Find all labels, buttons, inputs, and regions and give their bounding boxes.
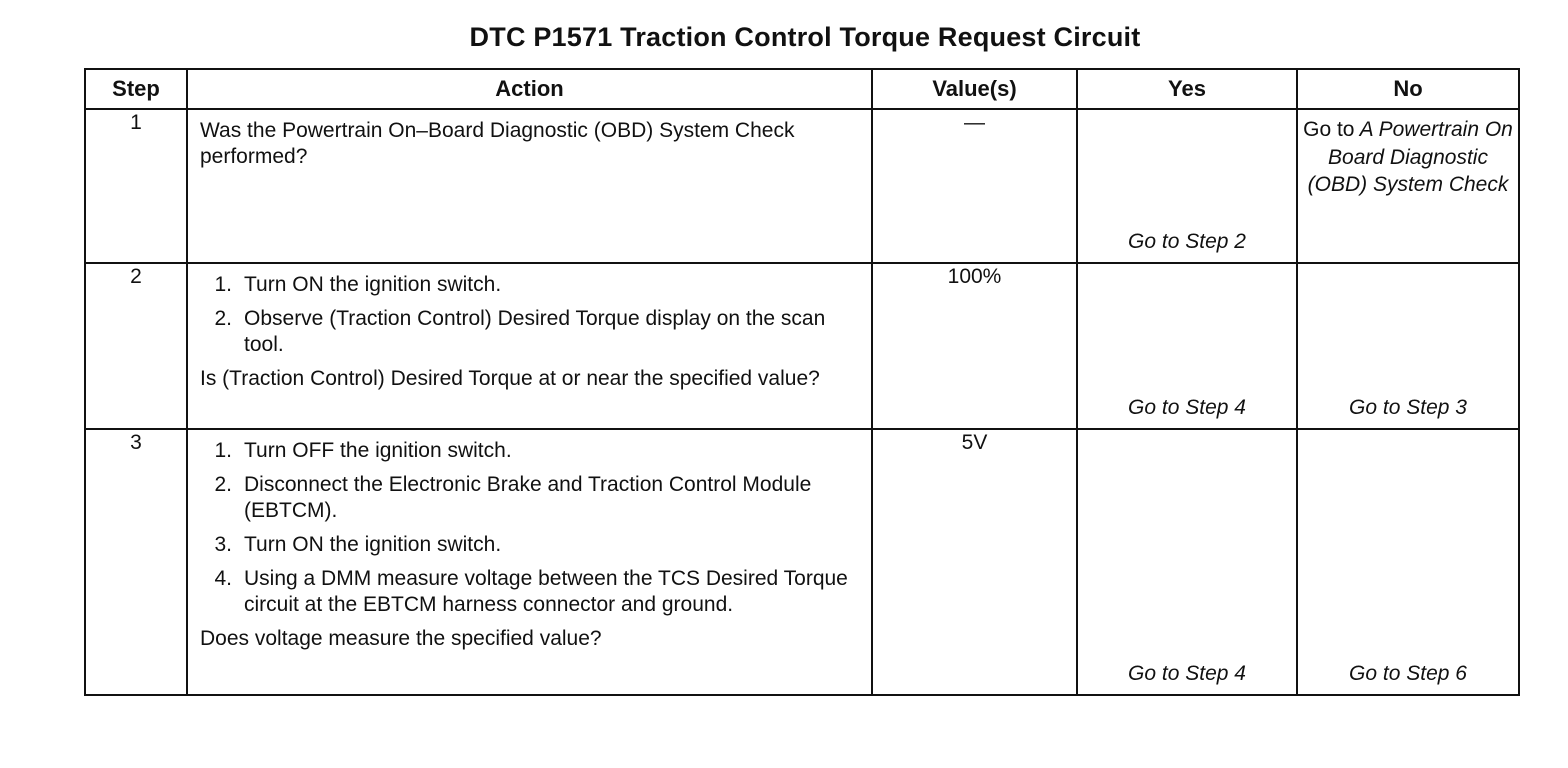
yes-cell: [1077, 263, 1297, 429]
action-item: [200, 438, 861, 464]
action-item: [200, 566, 861, 618]
item-number: 4.: [214, 567, 232, 590]
action-cell: [187, 429, 872, 695]
value-cell: 100%: [872, 263, 1077, 429]
yes-cell: [1077, 429, 1297, 695]
yes-cell: [1077, 109, 1297, 263]
item-number: 2.: [214, 473, 232, 496]
header-no: No: [1297, 69, 1519, 109]
item-text: Turn OFF the ignition switch.: [244, 439, 512, 462]
header-values: Value(s): [872, 69, 1077, 109]
item-number: 3.: [214, 533, 232, 556]
action-cell: [187, 109, 872, 263]
table-row: [85, 263, 1519, 429]
action-item: [200, 272, 861, 298]
value-cell: —: [872, 109, 1077, 263]
item-text: Using a DMM measure voltage between the TCS Desired Torque circuit at the EBTCM harness connector and ground.: [244, 567, 848, 616]
step-number: 1: [85, 109, 187, 263]
header-action: Action: [187, 69, 872, 109]
item-text: Turn ON the ignition switch.: [244, 533, 502, 556]
table-row: [85, 429, 1519, 695]
item-text: Observe (Traction Control) Desired Torque display on the scan tool.: [244, 307, 826, 356]
no-cell: [1297, 109, 1519, 263]
step-number: 2: [85, 263, 187, 429]
item-text: Turn ON the ignition switch.: [244, 273, 502, 296]
action-question: Is (Traction Control) Desired Torque at or near the specified value?: [200, 367, 820, 390]
action-question: Does voltage measure the specified value?: [200, 627, 602, 650]
no-goto-reference: A Powertrain On Board Diagnostic (OBD) System Check: [1307, 118, 1513, 196]
no-goto: Go to Step 3: [1349, 396, 1467, 419]
header-step: Step: [85, 69, 187, 109]
step-number: 3: [85, 429, 187, 695]
action-cell: [187, 263, 872, 429]
no-cell: [1297, 429, 1519, 695]
yes-goto: Go to Step 2: [1128, 230, 1246, 253]
item-number: 1.: [214, 273, 232, 296]
no-cell: [1297, 263, 1519, 429]
no-goto: Go to Step 6: [1349, 662, 1467, 685]
item-number: 2.: [214, 307, 232, 330]
header-row: [85, 69, 1519, 109]
value-cell: 5V: [872, 429, 1077, 695]
yes-goto: Go to Step 4: [1128, 662, 1246, 685]
action-text: Was the Powertrain On–Board Diagnostic (OBD) System Check performed?: [200, 119, 795, 168]
header-yes: Yes: [1077, 69, 1297, 109]
item-number: 1.: [214, 439, 232, 462]
no-goto-prefix: Go to: [1303, 118, 1355, 141]
yes-goto: Go to Step 4: [1128, 396, 1246, 419]
page-title: DTC P1571 Traction Control Torque Request Circuit: [469, 22, 1141, 52]
action-item: [200, 306, 861, 358]
diagnostic-table: [84, 68, 1520, 696]
table-row: [85, 109, 1519, 263]
item-text: Disconnect the Electronic Brake and Traction Control Module (EBTCM).: [244, 473, 812, 522]
action-item: [200, 532, 861, 558]
action-item: [200, 472, 861, 524]
